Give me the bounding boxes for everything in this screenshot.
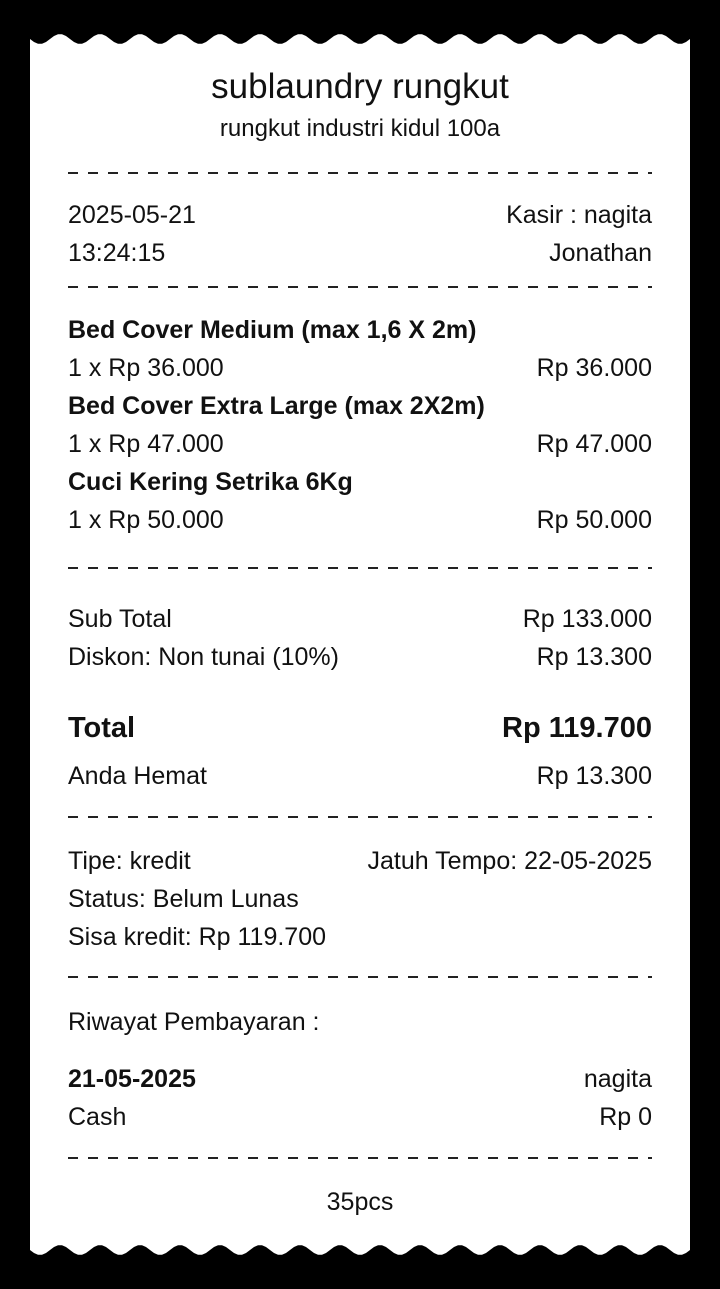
divider	[68, 816, 652, 818]
payment-remaining-row	[68, 921, 652, 953]
total-value: Rp 119.700	[502, 712, 652, 744]
history-title-row	[68, 1006, 652, 1038]
item-name: Bed Cover Extra Large (max 2X2m)	[68, 392, 485, 420]
total-label: Total	[68, 712, 136, 744]
discount-value: Rp 13.300	[536, 643, 652, 671]
divider	[68, 567, 652, 569]
item-amount: Rp 50.000	[536, 506, 652, 534]
savings-value: Rp 13.300	[536, 762, 652, 790]
divider	[68, 286, 652, 288]
item-amount: Rp 47.000	[536, 430, 652, 458]
divider	[68, 976, 652, 978]
payment-type: Tipe: kredit	[68, 847, 191, 875]
item-name: Bed Cover Medium (max 1,6 X 2m)	[68, 316, 477, 344]
receipt	[30, 30, 690, 1259]
subtotal-value: Rp 133.000	[522, 605, 652, 633]
history-method: Cash	[68, 1103, 127, 1131]
history-entry-row	[68, 1063, 652, 1095]
history-method-row	[68, 1101, 652, 1133]
total-row	[68, 710, 652, 746]
time-customer-row	[68, 237, 652, 269]
savings-row	[68, 760, 652, 792]
history-title: Riwayat Pembayaran :	[68, 1008, 320, 1036]
date-cashier-row	[68, 199, 652, 231]
divider	[68, 1157, 652, 1159]
subtotal-row	[68, 603, 652, 635]
payment-remaining: Sisa kredit: Rp 119.700	[68, 923, 327, 951]
item-price-row	[68, 352, 652, 384]
item-qty-price: 1 x Rp 50.000	[68, 506, 224, 534]
pieces-count: 35pcs	[326, 1188, 394, 1216]
item-price-row	[68, 504, 652, 536]
discount-row	[68, 641, 652, 673]
transaction-date: 2025-05-21	[68, 201, 196, 229]
payment-type-row	[68, 845, 652, 877]
payment-due-date: Jatuh Tempo: 22-05-2025	[367, 847, 652, 875]
savings-label: Anda Hemat	[68, 762, 207, 790]
transaction-time: 13:24:15	[68, 239, 166, 267]
item-name: Cuci Kering Setrika 6Kg	[68, 468, 353, 496]
store-name: sublaundry rungkut	[211, 67, 509, 106]
item-qty-price: 1 x Rp 47.000	[68, 430, 224, 458]
item-price-row	[68, 428, 652, 460]
history-user: nagita	[583, 1065, 652, 1093]
customer-name: Jonathan	[549, 239, 652, 267]
item-qty-price: 1 x Rp 36.000	[68, 354, 224, 382]
history-date: 21-05-2025	[68, 1065, 196, 1093]
store-address: rungkut industri kidul 100a	[219, 115, 501, 142]
discount-label: Diskon: Non tunai (10%)	[68, 643, 339, 671]
payment-status: Status: Belum Lunas	[68, 885, 299, 913]
payment-status-row	[68, 883, 652, 915]
subtotal-label: Sub Total	[68, 605, 172, 633]
cashier-name: Kasir : nagita	[506, 201, 652, 229]
item-amount: Rp 36.000	[536, 354, 652, 382]
history-amount: Rp 0	[599, 1103, 652, 1131]
divider	[68, 172, 652, 174]
